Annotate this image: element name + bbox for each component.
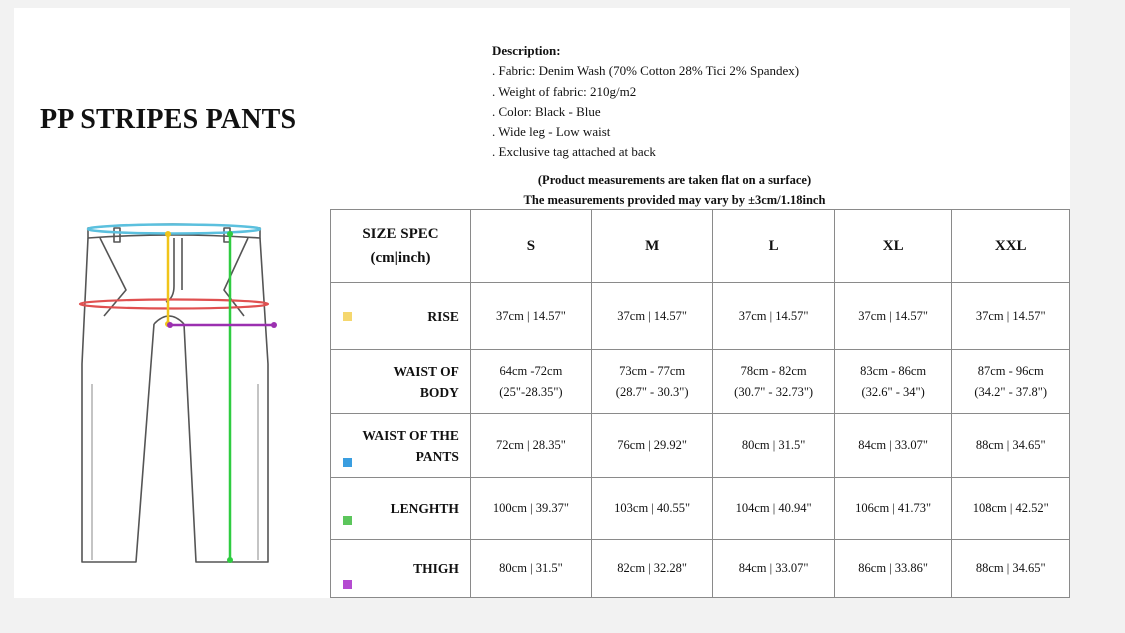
waist-color-swatch [343,458,352,467]
size-header: XL [834,210,952,283]
description-line: . Wide leg - Low waist [492,124,611,140]
size-spec-unit: (cm|inch) [370,250,431,266]
row-label-text: PANTS [415,448,459,464]
size-header: L [713,210,835,283]
measurement-note-flat: (Product measurements are taken flat on a surface) [537,173,812,187]
description-line: . Color: Black - Blue [492,103,601,119]
size-chart-page [14,8,1070,598]
table-cell: 37cm | 14.57" [834,283,952,350]
cell-cm: 78cm - 82cm [740,363,807,378]
table-cell: 88cm | 34.65" [952,414,1070,478]
table-cell: 80cm | 31.5" [470,540,591,598]
table-cell [834,350,952,414]
table-cell: 84cm | 33.07" [834,414,952,478]
row-label-waist-of-body [331,350,471,414]
table-cell: 108cm | 42.52" [952,478,1070,540]
table-cell: 82cm | 32.28" [591,540,712,598]
table-cell: 37cm | 14.57" [591,283,712,350]
table-cell: 37cm | 14.57" [713,283,835,350]
description-line: . Weight of fabric: 210g/m2 [492,83,637,99]
table-cell: 80cm | 31.5" [713,414,835,478]
table-cell [713,350,835,414]
table-cell [470,350,591,414]
cell-inch: (28.7" - 30.3") [615,384,689,399]
length-color-swatch [343,516,352,525]
table-cell: 86cm | 33.86" [834,540,952,598]
description-line: . Fabric: Denim Wash (70% Cotton 28% Tici 2% Spandex) [492,63,800,79]
table-header-row [331,210,1070,283]
table-cell: 76cm | 29.92" [591,414,712,478]
row-label-text: WAIST OF [393,363,459,379]
table-cell: 84cm | 33.07" [713,540,835,598]
size-header: XXL [952,210,1070,283]
table-cell: 88cm | 34.65" [952,540,1070,598]
row-label-text: BODY [419,384,459,400]
description-heading: Description: [492,43,561,58]
page-title: PP STRIPES PANTS [40,104,297,135]
table-cell [591,350,712,414]
table-cell: 37cm | 14.57" [952,283,1070,350]
description-line: . Exclusive tag attached at back [492,144,656,160]
size-header: M [591,210,712,283]
row-label-text: RISE [427,308,459,324]
table-cell [952,350,1070,414]
table-cell: 104cm | 40.94" [713,478,835,540]
cell-inch: (25"-28.35") [499,384,563,399]
measurement-note-tolerance: The measurements provided may vary by ±3cm/1.18inch [523,193,826,207]
cell-cm: 73cm - 77cm [619,363,686,378]
cell-inch: (32.6" - 34") [861,384,925,399]
pants-measurement-diagram-icon [38,204,278,574]
row-label-text: LENGHTH [390,501,459,516]
row-label-waist-of-the-pants [331,414,471,478]
size-spec-table [330,209,1070,598]
size-header: S [470,210,591,283]
rise-color-swatch [343,312,352,321]
cell-cm: 64cm -72cm [499,363,563,378]
thigh-color-swatch [343,580,352,589]
table-row-waist-of-body [331,350,1070,414]
measurement-notes [472,170,877,210]
table-row-waist-of-the-pants [331,414,1070,478]
table-row-thigh [331,540,1070,598]
size-spec-label: SIZE SPEC [362,226,439,242]
description-block [492,41,799,163]
cell-inch: (30.7" - 32.73") [734,384,814,399]
cell-cm: 87cm - 96cm [977,363,1044,378]
table-cell: 100cm | 39.37" [470,478,591,540]
row-label-thigh [331,540,471,598]
size-spec-corner [331,210,471,283]
row-label-text: WAIST OF THE [362,427,459,443]
table-cell: 37cm | 14.57" [470,283,591,350]
table-row-rise [331,283,1070,350]
table-row-length [331,478,1070,540]
row-label-length [331,478,471,540]
row-label-rise [331,283,471,350]
table-cell: 106cm | 41.73" [834,478,952,540]
table-cell: 103cm | 40.55" [591,478,712,540]
row-label-text: THIGH [413,561,459,576]
table-cell: 72cm | 28.35" [470,414,591,478]
cell-inch: (34.2" - 37.8") [974,384,1048,399]
cell-cm: 83cm - 86cm [860,363,927,378]
